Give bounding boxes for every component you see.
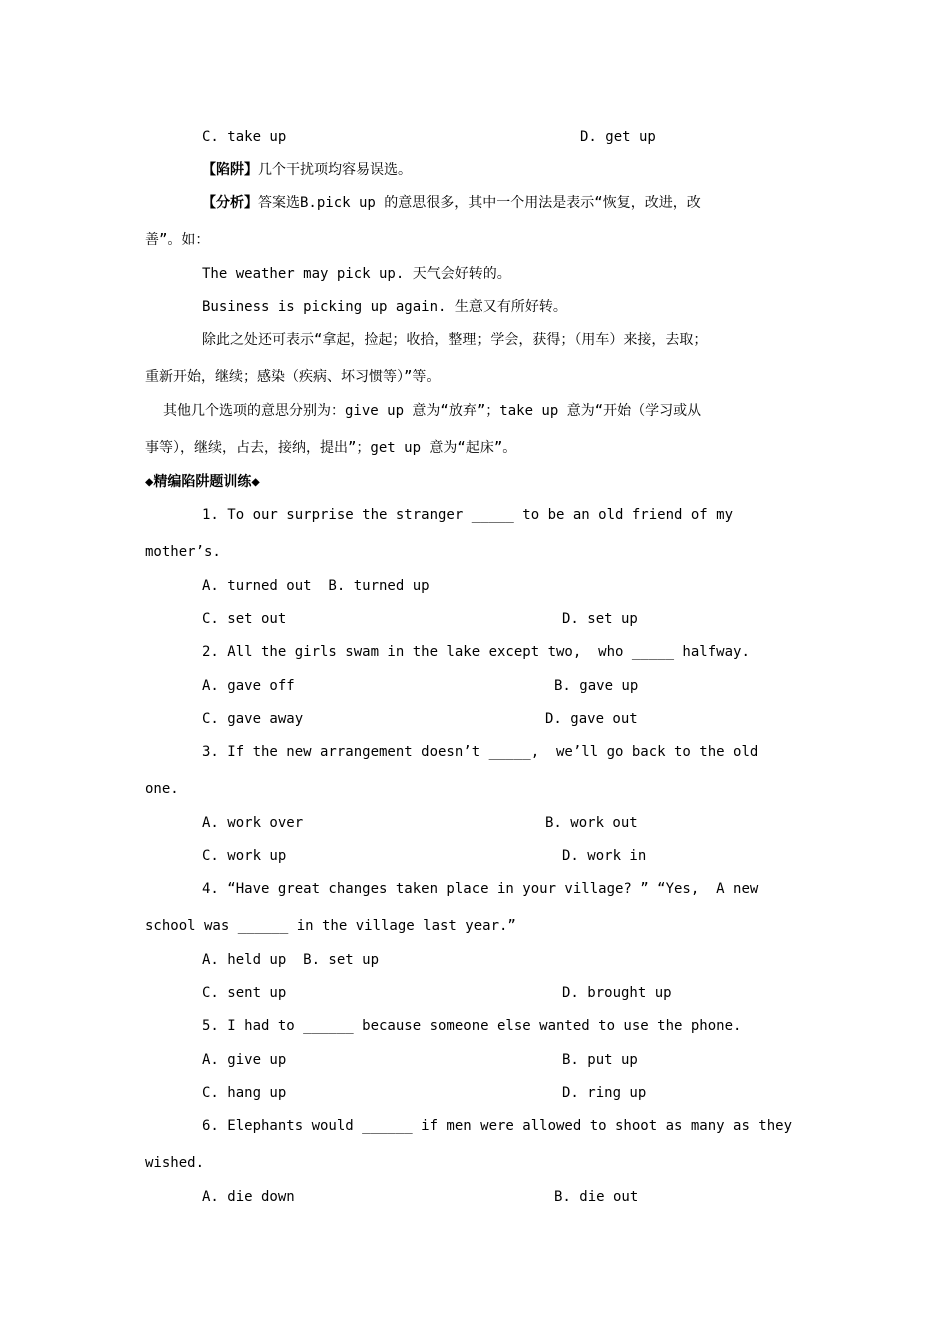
option-line: C. take up [202, 129, 287, 145]
trap-label: 【陷阱】 [202, 162, 258, 178]
question-3-cont: one. [145, 781, 179, 797]
option-line: A. die down [202, 1189, 295, 1205]
section-heading: ◆精编陷阱题训练◆ [145, 474, 260, 490]
option-line: B. die out [554, 1189, 639, 1205]
text-line: 事等），继续，占去，接纳，提出”；get up 意为“起床”。 [145, 440, 517, 456]
question-6: 6. Elephants would ______ if men were allowed to shoot as many as they [202, 1118, 793, 1134]
option-line: D. brought up [562, 985, 672, 1001]
option-line: D. set up [562, 611, 638, 627]
example-line: The weather may pick up. 天气会好转的。 [202, 266, 511, 282]
question-2: 2. All the girls swam in the lake except two, who _____ halfway. [202, 644, 750, 660]
option-line: A. gave off [202, 678, 295, 694]
question-6-cont: wished. [145, 1155, 205, 1171]
option-line: B. work out [545, 815, 638, 831]
question-1: 1. To our surprise the stranger _____ to be an old friend of my [202, 507, 734, 523]
option-line: D. ring up [562, 1085, 647, 1101]
question-3: 3. If the new arrangement doesn’t _____, we’ll go back to the old [202, 744, 759, 760]
option-line: A. give up [202, 1052, 287, 1068]
option-line: C. sent up [202, 985, 287, 1001]
question-4: 4. “Have great changes taken place in your village? ” “Yes, A new [202, 881, 759, 897]
text-line: 重新开始，继续；感染（疾病、坏习惯等）”等。 [145, 369, 441, 385]
question-4-cont: school was ______ in the village last year.” [145, 918, 516, 934]
option-line: D. get up [580, 129, 656, 145]
option-line: D. work in [562, 848, 647, 864]
text-line: 除此之处还可表示“拿起，捡起；收拾，整理；学会，获得；（用车）来接，去取； [202, 332, 708, 348]
option-line: B. gave up [554, 678, 639, 694]
option-line: C. work up [202, 848, 287, 864]
option-line: A. turned out B. turned up [202, 578, 430, 594]
option-line: C. set out [202, 611, 287, 627]
example-line: Business is picking up again. 生意又有所好转。 [202, 299, 567, 315]
option-line: A. held up B. set up [202, 952, 380, 968]
text-line: 其他几个选项的意思分别为：give up 意为“放弃”；take up 意为“开始（学习或从 [163, 403, 702, 419]
analysis-paragraph [202, 193, 701, 213]
analysis-text: 答案选B.pick up 的意思很多，其中一个用法是表示“恢复，改进，改 [258, 195, 701, 211]
option-line: A. work over [202, 815, 304, 831]
text-line: 善”。如： [145, 232, 210, 248]
question-5: 5. I had to ______ because someone else wanted to use the phone. [202, 1018, 742, 1034]
option-line: B. put up [562, 1052, 638, 1068]
option-line: D. gave out [545, 711, 638, 727]
option-line: C. hang up [202, 1085, 287, 1101]
analysis-label: 【分析】 [202, 195, 258, 211]
trap-paragraph [202, 160, 412, 180]
trap-text: 几个干扰项均容易误选。 [258, 162, 412, 178]
option-line: C. gave away [202, 711, 304, 727]
question-1-cont: mother’s. [145, 544, 221, 560]
